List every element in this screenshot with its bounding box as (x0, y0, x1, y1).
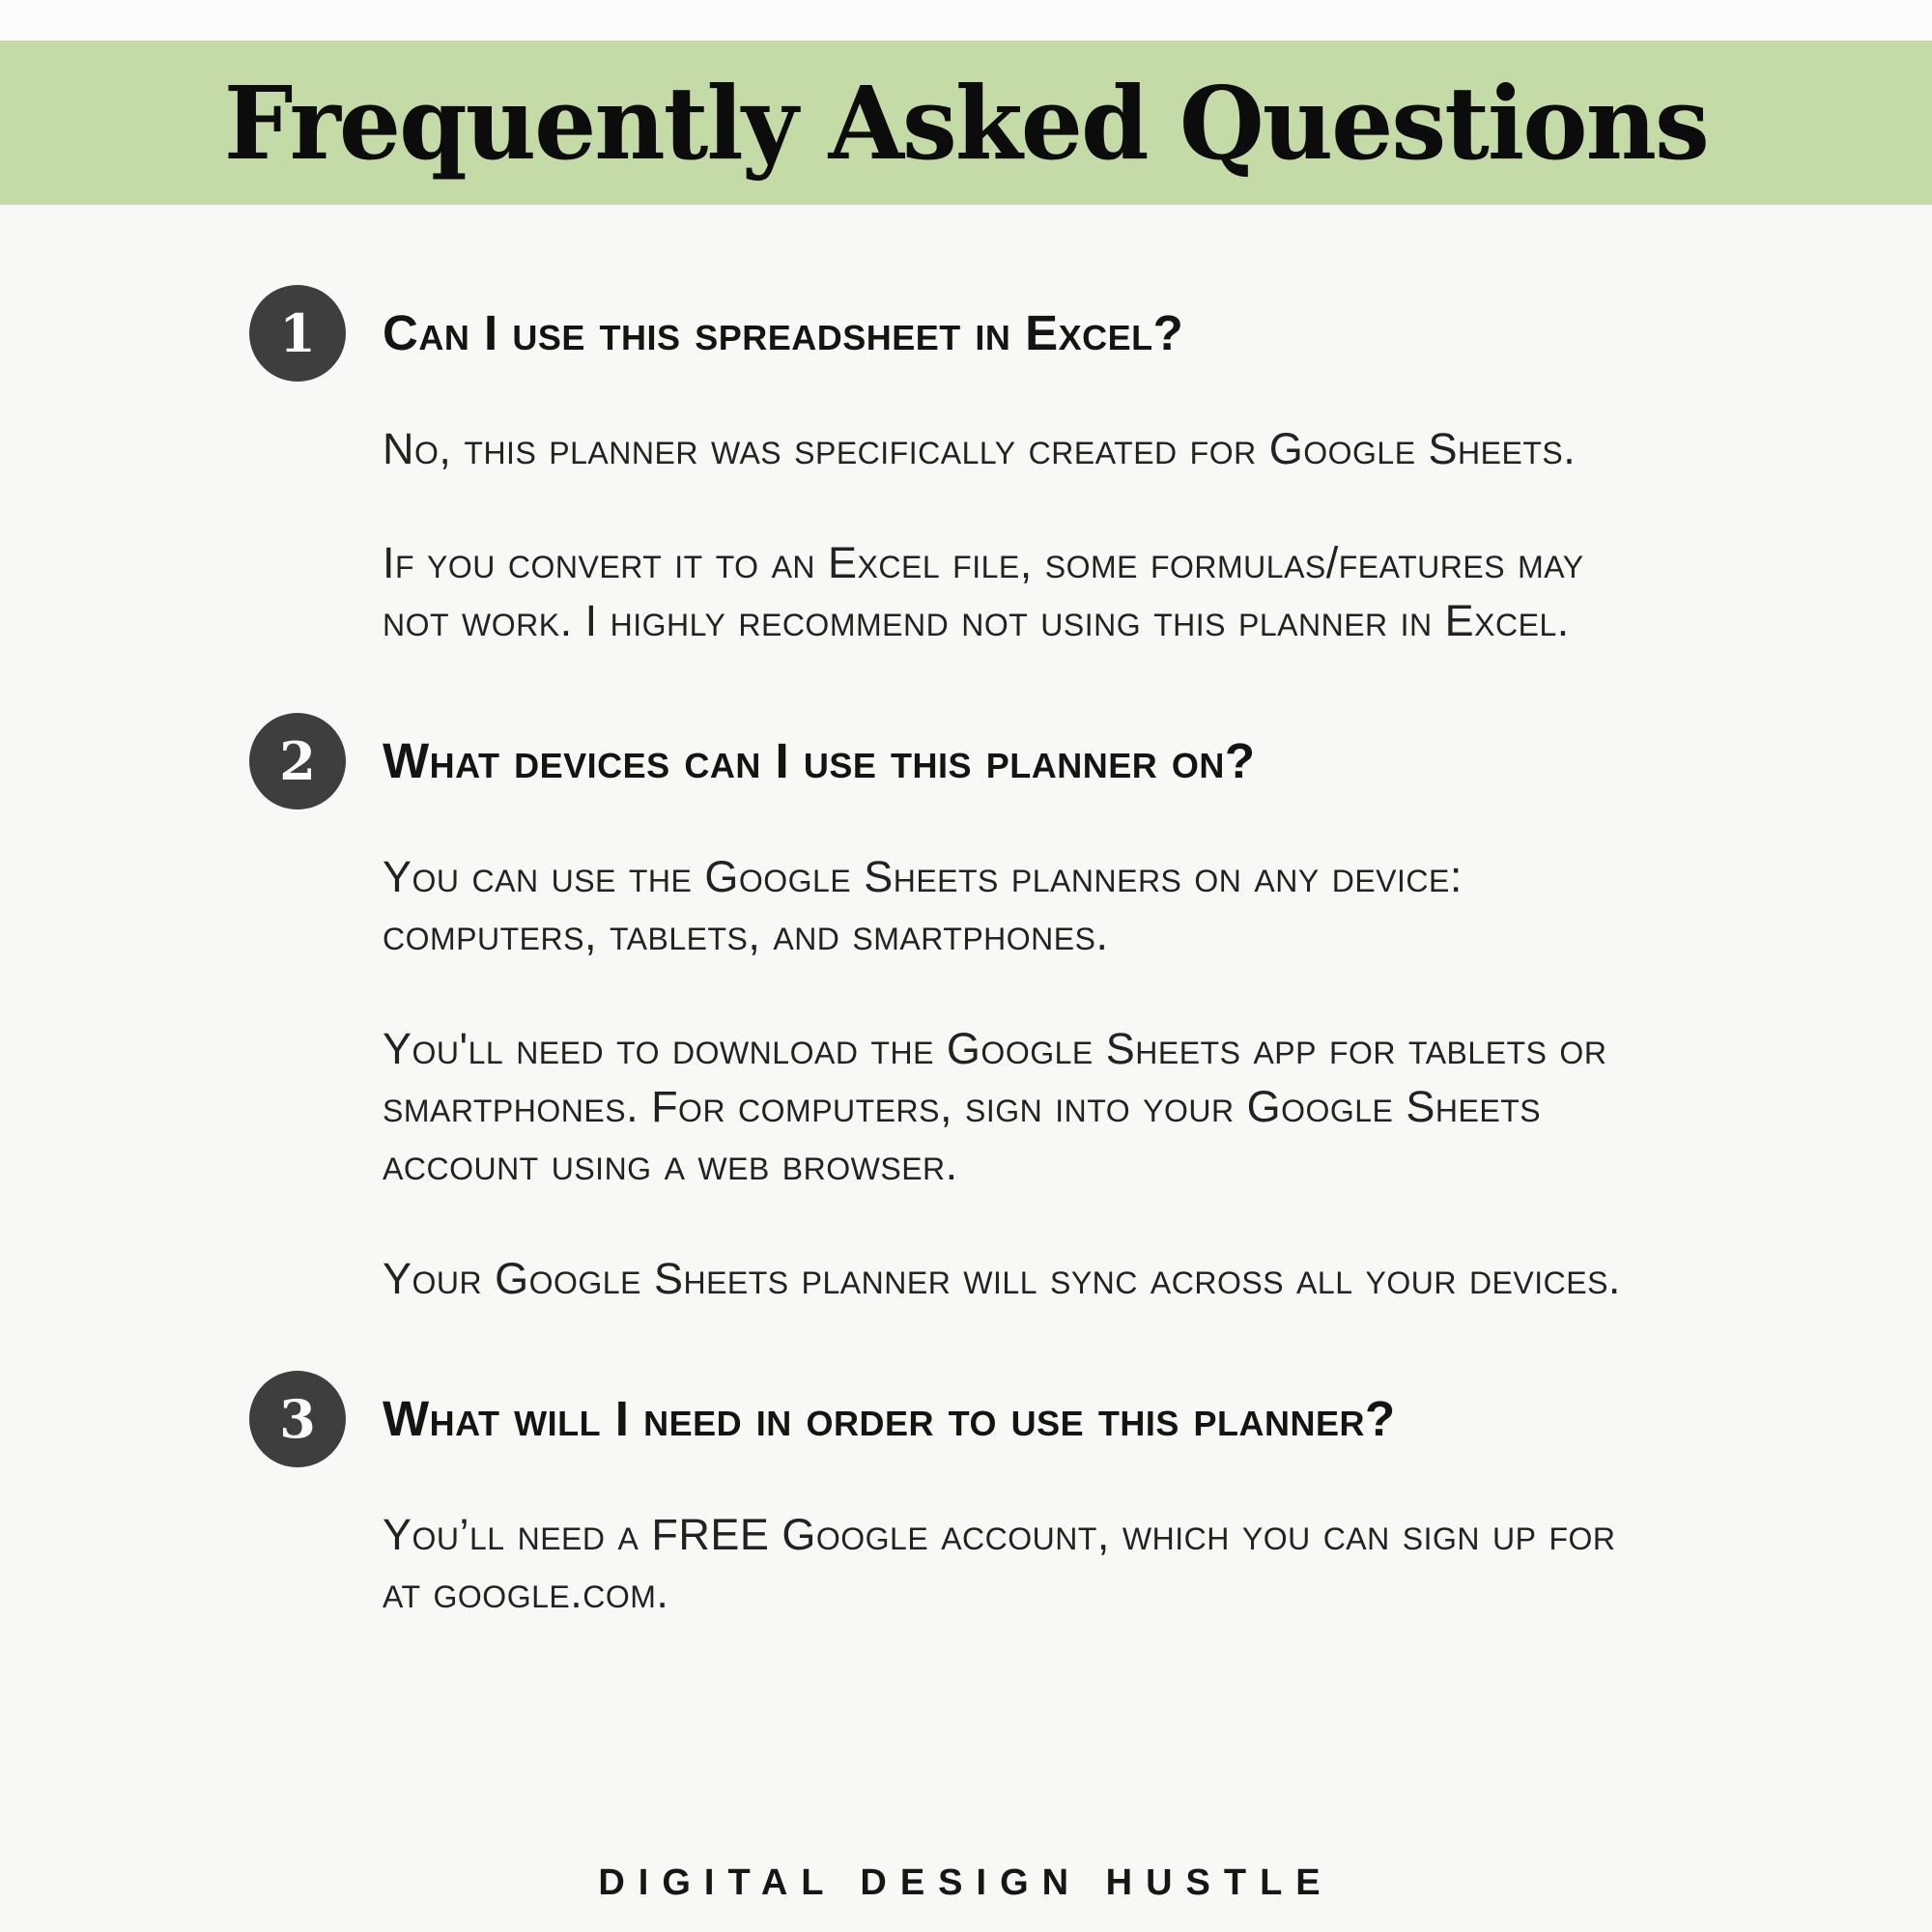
faq-item-3 (249, 1371, 1814, 1622)
title-banner (0, 41, 1932, 205)
answer-1-paragraph-1: No, this planner was specifically created for Google Sheets. (383, 424, 1577, 473)
answer-2-paragraph-3: Your Google Sheets planner will sync across all your devices. (383, 1254, 1621, 1303)
answer-3-paragraph-1: You’ll need a FREE Google account, which you can sign up for at google.com. (383, 1510, 1616, 1617)
answer-1-paragraph-2: If you convert it to an Excel file, some formulas/features may not work. I highly recommend not using this planner in Excel. (383, 538, 1584, 645)
number-badge-3: 3 (249, 1371, 346, 1467)
faq-body-3 (383, 1371, 1814, 1622)
number-badge-2: 2 (249, 713, 346, 810)
top-strip (0, 0, 1932, 41)
faq-body-2 (383, 713, 1814, 1308)
question-3: What will I need in order to use this planner? (383, 1391, 1396, 1446)
brand-footer: DIGITAL DESIGN HUSTLE (598, 1862, 1334, 1903)
number-badge-1: 1 (249, 285, 346, 382)
answer-2 (383, 848, 1814, 1308)
answer-2-paragraph-1: You can use the Google Sheets planners on any device: computers, tablets, and smartphones. (383, 852, 1463, 959)
answer-1 (383, 420, 1814, 650)
faq-list (249, 285, 1814, 1685)
question-2: What devices can I use this planner on? (383, 733, 1256, 788)
answer-3 (383, 1506, 1814, 1622)
faq-body-1 (383, 285, 1814, 650)
answer-2-paragraph-2: You'll need to download the Google Sheets app for tablets or smartphones. For computers, sign into your Google Sheets account using a web browser. (383, 1024, 1607, 1189)
question-1: Can I use this spreadsheet in Excel? (383, 305, 1184, 360)
faq-item-1 (249, 285, 1814, 650)
faq-item-2 (249, 713, 1814, 1308)
page-title: Frequently Asked Questions (223, 63, 1709, 183)
